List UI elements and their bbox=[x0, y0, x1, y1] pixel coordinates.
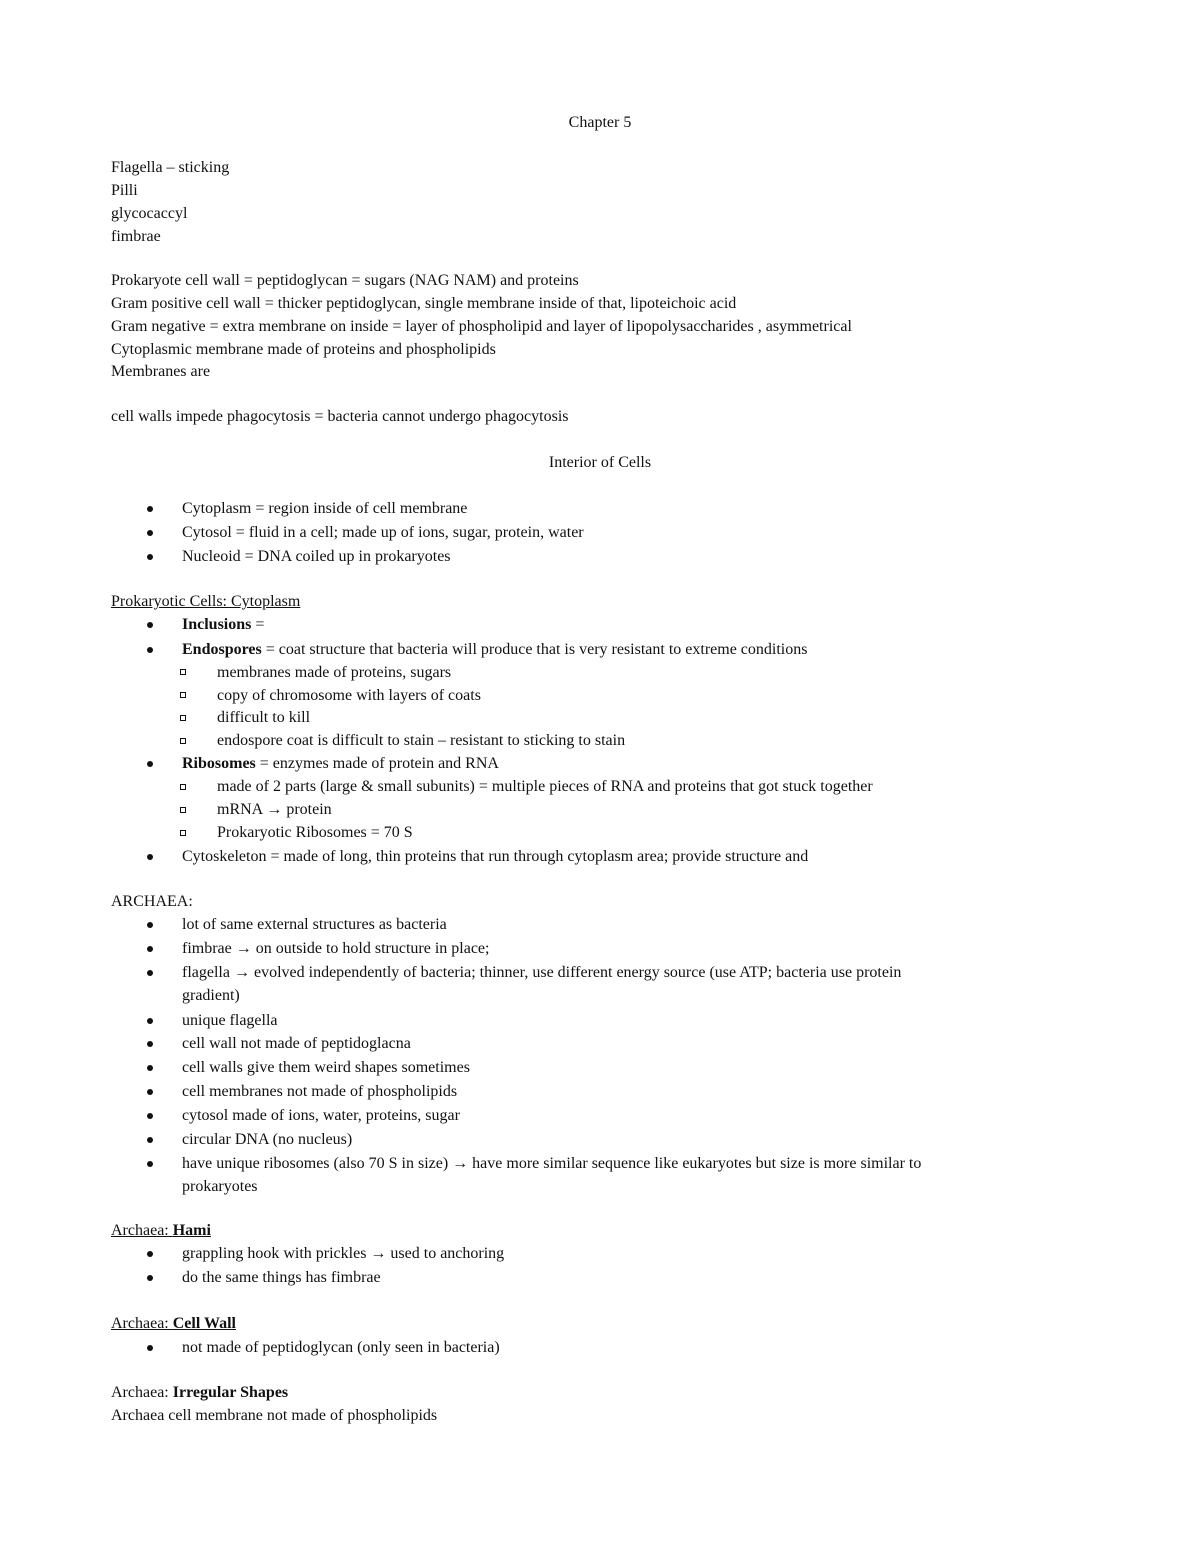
square-bullet-icon bbox=[180, 807, 186, 813]
bullet-icon bbox=[147, 1113, 153, 1119]
endospores-item bbox=[182, 639, 807, 661]
hami-heading bbox=[111, 1220, 211, 1242]
bullet-icon bbox=[147, 1137, 153, 1143]
bullet-icon bbox=[147, 922, 153, 928]
archaea-item: lot of same external structures as bacteria bbox=[182, 916, 447, 933]
bullet-icon bbox=[147, 761, 153, 767]
square-bullet-icon bbox=[180, 738, 186, 744]
ribosomes-sub: mRNA → protein bbox=[217, 801, 332, 818]
cytoskeleton-item: Cytoskeleton = made of long, thin proteins that run through cytoplasm area; provide structure and bbox=[182, 848, 809, 865]
ribosomes-rest: = enzymes made of protein and RNA bbox=[255, 755, 499, 772]
endospores-term: Endospores bbox=[182, 641, 262, 658]
cell-wall-term: Cell Wall bbox=[172, 1315, 236, 1332]
archaea-item: cell wall not made of peptidoglacna bbox=[182, 1035, 411, 1052]
bullet-icon bbox=[147, 530, 153, 536]
phagocytosis-line: cell walls impede phagocytosis = bacteria cannot undergo phagocytosis bbox=[111, 408, 569, 425]
irregular-shapes-text: Archaea cell membrane not made of phospholipids bbox=[111, 1407, 438, 1424]
cell-wall-line: Membranes are bbox=[111, 363, 211, 380]
archaea-item: cell walls give them weird shapes sometimes bbox=[182, 1059, 470, 1076]
archaea-cell-wall-item: not made of peptidoglycan (only seen in bacteria) bbox=[182, 1339, 500, 1356]
archaea-item-continued: gradient) bbox=[182, 987, 240, 1004]
hami-prefix: Archaea: bbox=[111, 1222, 173, 1239]
cell-wall-line: Prokaryote cell wall = peptidoglycan = sugars (NAG NAM) and proteins bbox=[111, 272, 579, 289]
interior-item: Nucleoid = DNA coiled up in prokaryotes bbox=[182, 548, 451, 565]
bullet-icon bbox=[147, 970, 153, 976]
ribosomes-sub: made of 2 parts (large & small subunits) = multiple pieces of RNA and proteins that got stuck together bbox=[217, 778, 873, 795]
irregular-term: Irregular Shapes bbox=[172, 1384, 289, 1401]
archaea-item: unique flagella bbox=[182, 1012, 278, 1029]
cell-wall-line: Gram negative = extra membrane on inside = layer of phospholipid and layer of lipopolysaccharides , asymmetrical bbox=[111, 318, 852, 335]
interior-item: Cytoplasm = region inside of cell membrane bbox=[182, 500, 468, 517]
bullet-icon bbox=[147, 1065, 153, 1071]
square-bullet-icon bbox=[180, 715, 186, 721]
bullet-icon bbox=[147, 1041, 153, 1047]
bullet-icon bbox=[147, 622, 153, 628]
interior-item: Cytosol = fluid in a cell; made up of ions, sugar, protein, water bbox=[182, 524, 584, 541]
inclusions-term: Inclusions bbox=[182, 616, 252, 633]
square-bullet-icon bbox=[180, 692, 186, 698]
irregular-prefix: Archaea: bbox=[111, 1384, 173, 1401]
bullet-icon bbox=[147, 506, 153, 512]
ribosomes-term: Ribosomes bbox=[182, 755, 256, 772]
bullet-icon bbox=[147, 1251, 153, 1257]
archaea-item: cytosol made of ions, water, proteins, sugar bbox=[182, 1107, 460, 1124]
cell-wall-line: Cytoplasmic membrane made of proteins and phospholipids bbox=[111, 341, 496, 358]
interior-heading: Interior of Cells bbox=[548, 454, 652, 471]
inclusions-item bbox=[182, 614, 264, 636]
bullet-icon bbox=[147, 1089, 153, 1095]
bullet-icon bbox=[147, 1345, 153, 1351]
bullet-icon bbox=[147, 854, 153, 860]
endospores-sub: difficult to kill bbox=[217, 709, 311, 726]
intro-line: Flagella – sticking bbox=[111, 159, 230, 176]
archaea-cell-wall-heading bbox=[111, 1313, 236, 1335]
archaea-item: cell membranes not made of phospholipids bbox=[182, 1083, 458, 1100]
bullet-icon bbox=[147, 1161, 153, 1167]
archaea-item: flagella → evolved independently of bacteria; thinner, use different energy source (use ATP; bacteria use protein bbox=[182, 964, 902, 981]
cell-wall-line: Gram positive cell wall = thicker peptidoglycan, single membrane inside of that, lipoteichoic acid bbox=[111, 295, 737, 312]
hami-item: do the same things has fimbrae bbox=[182, 1269, 381, 1286]
bullet-icon bbox=[147, 1275, 153, 1281]
endospores-rest: = coat structure that bacteria will produce that is very resistant to extreme conditions bbox=[261, 641, 808, 658]
inclusions-rest: = bbox=[251, 616, 265, 633]
bullet-icon bbox=[147, 647, 153, 653]
square-bullet-icon bbox=[180, 669, 186, 675]
archaea-item: have unique ribosomes (also 70 S in size) → have more similar sequence like eukaryotes but size is more similar to bbox=[182, 1155, 922, 1172]
intro-line: Pilli bbox=[111, 182, 138, 199]
bullet-icon bbox=[147, 554, 153, 560]
endospores-sub: endospore coat is difficult to stain – resistant to sticking to stain bbox=[217, 732, 626, 749]
archaea-item-continued: prokaryotes bbox=[182, 1178, 258, 1195]
archaea-heading: ARCHAEA: bbox=[111, 893, 193, 910]
archaea-item: fimbrae → on outside to hold structure in place; bbox=[182, 940, 490, 957]
ribosomes-sub: Prokaryotic Ribosomes = 70 S bbox=[217, 824, 413, 841]
prokaryotic-heading: Prokaryotic Cells: Cytoplasm bbox=[111, 593, 301, 610]
bullet-icon bbox=[147, 946, 153, 952]
square-bullet-icon bbox=[180, 830, 186, 836]
intro-line: glycocaccyl bbox=[111, 205, 188, 222]
hami-item: grappling hook with prickles → used to anchoring bbox=[182, 1245, 505, 1262]
irregular-shapes-heading bbox=[111, 1382, 288, 1404]
hami-term: Hami bbox=[172, 1222, 211, 1239]
cell-wall-prefix: Archaea: bbox=[111, 1315, 173, 1332]
page-title: Chapter 5 bbox=[568, 114, 632, 131]
square-bullet-icon bbox=[180, 784, 186, 790]
archaea-item: circular DNA (no nucleus) bbox=[182, 1131, 353, 1148]
bullet-icon bbox=[147, 1018, 153, 1024]
intro-line: fimbrae bbox=[111, 228, 161, 245]
ribosomes-item bbox=[182, 753, 499, 775]
endospores-sub: membranes made of proteins, sugars bbox=[217, 664, 452, 681]
endospores-sub: copy of chromosome with layers of coats bbox=[217, 687, 481, 704]
